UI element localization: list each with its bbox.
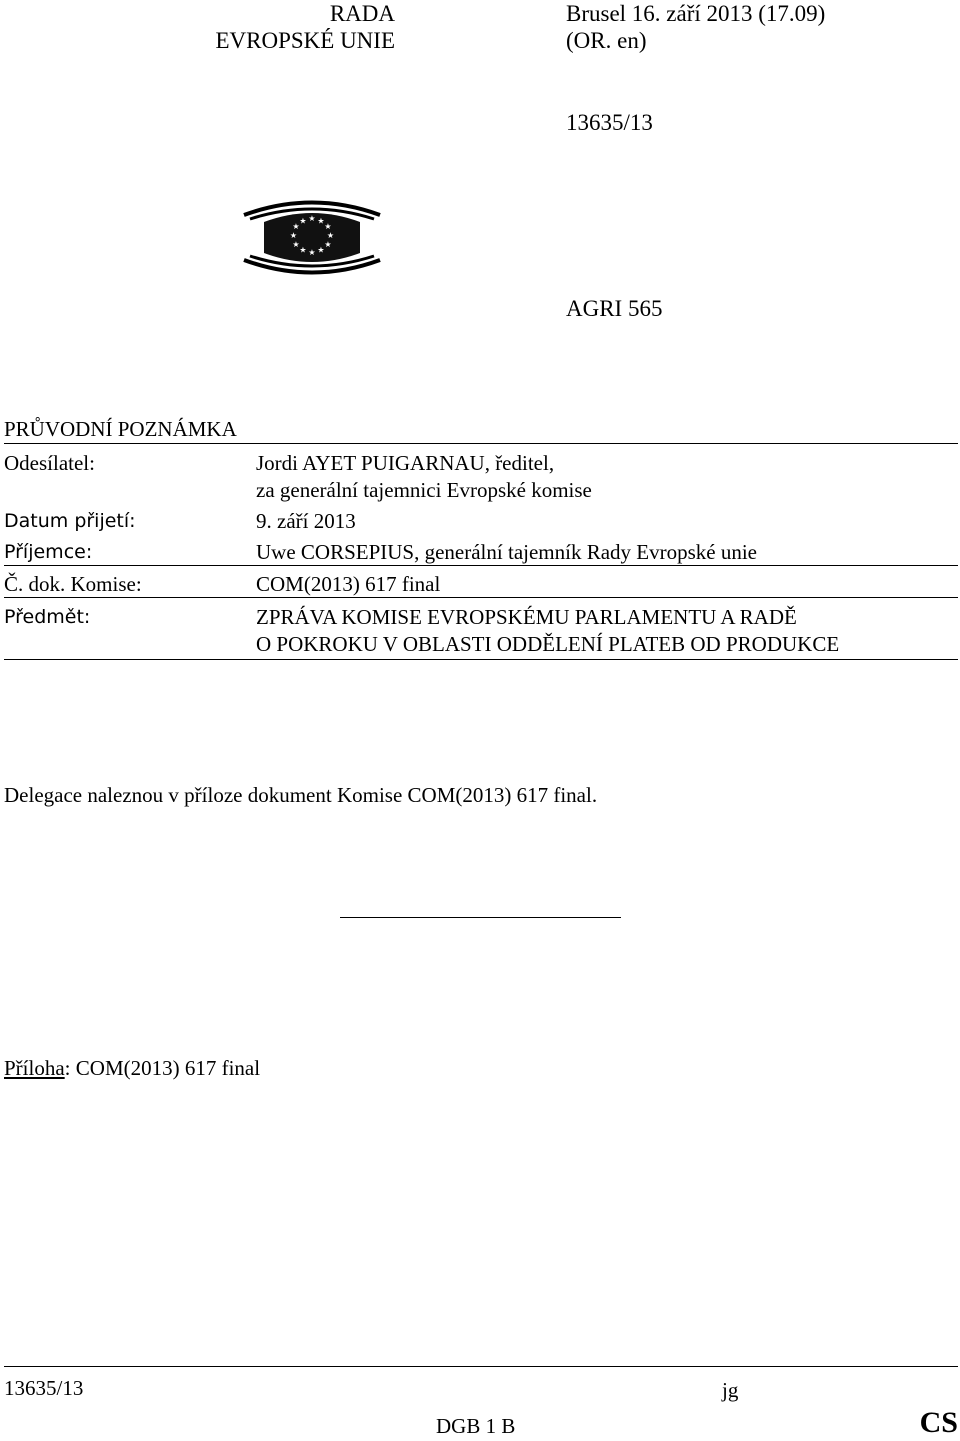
svg-text:★: ★ <box>308 248 316 257</box>
doc-number: 13635/13 <box>566 110 653 135</box>
institution-line2: EVROPSKÉ UNIE <box>215 28 395 53</box>
svg-text:★: ★ <box>292 240 300 249</box>
field-label-recipient: Příjemce: <box>4 541 93 563</box>
svg-text:★: ★ <box>324 240 332 249</box>
field-value-commission-doc: COM(2013) 617 final <box>256 572 441 596</box>
council-logo-icon <box>240 198 384 276</box>
field-value-subject-line2: O POKROKU V OBLASTI ODDĚLENÍ PLATEB OD PRODUKCE <box>256 632 840 656</box>
field-value-recipient: Uwe CORSEPIUS, generální tajemník Rady Evropské unie <box>256 540 758 564</box>
institution-line1: RADA <box>329 1 395 26</box>
note-title: PRŮVODNÍ POZNÁMKA <box>4 417 237 441</box>
annex-label: Příloha <box>4 1056 65 1080</box>
footer-initials: jg <box>722 1378 739 1402</box>
file-code: AGRI 565 <box>566 296 663 321</box>
footer-doc-number: 13635/13 <box>4 1376 84 1400</box>
place-date-line1: Brusel 16. září 2013 (17.09) <box>566 1 826 26</box>
svg-text:★: ★ <box>317 216 325 226</box>
field-label-subject: Předmět: <box>4 606 91 628</box>
svg-text:★: ★ <box>299 245 307 255</box>
footer-divider <box>4 1366 958 1367</box>
footer-lang: CS <box>919 1406 958 1439</box>
annex-line <box>4 1053 260 1083</box>
field-label-received: Datum přijetí: <box>4 510 136 532</box>
field-value-subject-line1: ZPRÁVA KOMISE EVROPSKÉMU PARLAMENTU A RADĚ <box>256 605 797 629</box>
divider <box>4 443 958 444</box>
field-label-commission-doc: Č. dok. Komise: <box>4 572 142 596</box>
field-label-sender: Odesílatel: <box>4 451 95 475</box>
annex-separator: : <box>64 1056 71 1080</box>
end-rule <box>340 917 621 918</box>
svg-text:★: ★ <box>326 231 335 240</box>
svg-text:★: ★ <box>317 245 325 255</box>
field-value-received: 9. září 2013 <box>256 509 356 533</box>
field-value-sender-line2: za generální tajemnici Evropské komise <box>256 478 592 502</box>
svg-text:★: ★ <box>299 216 307 226</box>
divider <box>4 597 958 598</box>
svg-text:★: ★ <box>292 222 300 231</box>
svg-text:★: ★ <box>324 222 332 231</box>
svg-text:★: ★ <box>308 214 316 223</box>
divider <box>4 565 958 566</box>
footer-dept: DGB 1 B <box>436 1414 516 1438</box>
annex-value: COM(2013) 617 final <box>75 1056 261 1080</box>
place-date-line2: (OR. en) <box>566 28 647 53</box>
field-value-sender-line1: Jordi AYET PUIGARNAU, ředitel, <box>256 451 555 475</box>
body-text: Delegace naleznou v příloze dokument Komise COM(2013) 617 final. <box>4 783 598 807</box>
svg-text:★: ★ <box>289 231 298 240</box>
divider <box>4 659 958 660</box>
